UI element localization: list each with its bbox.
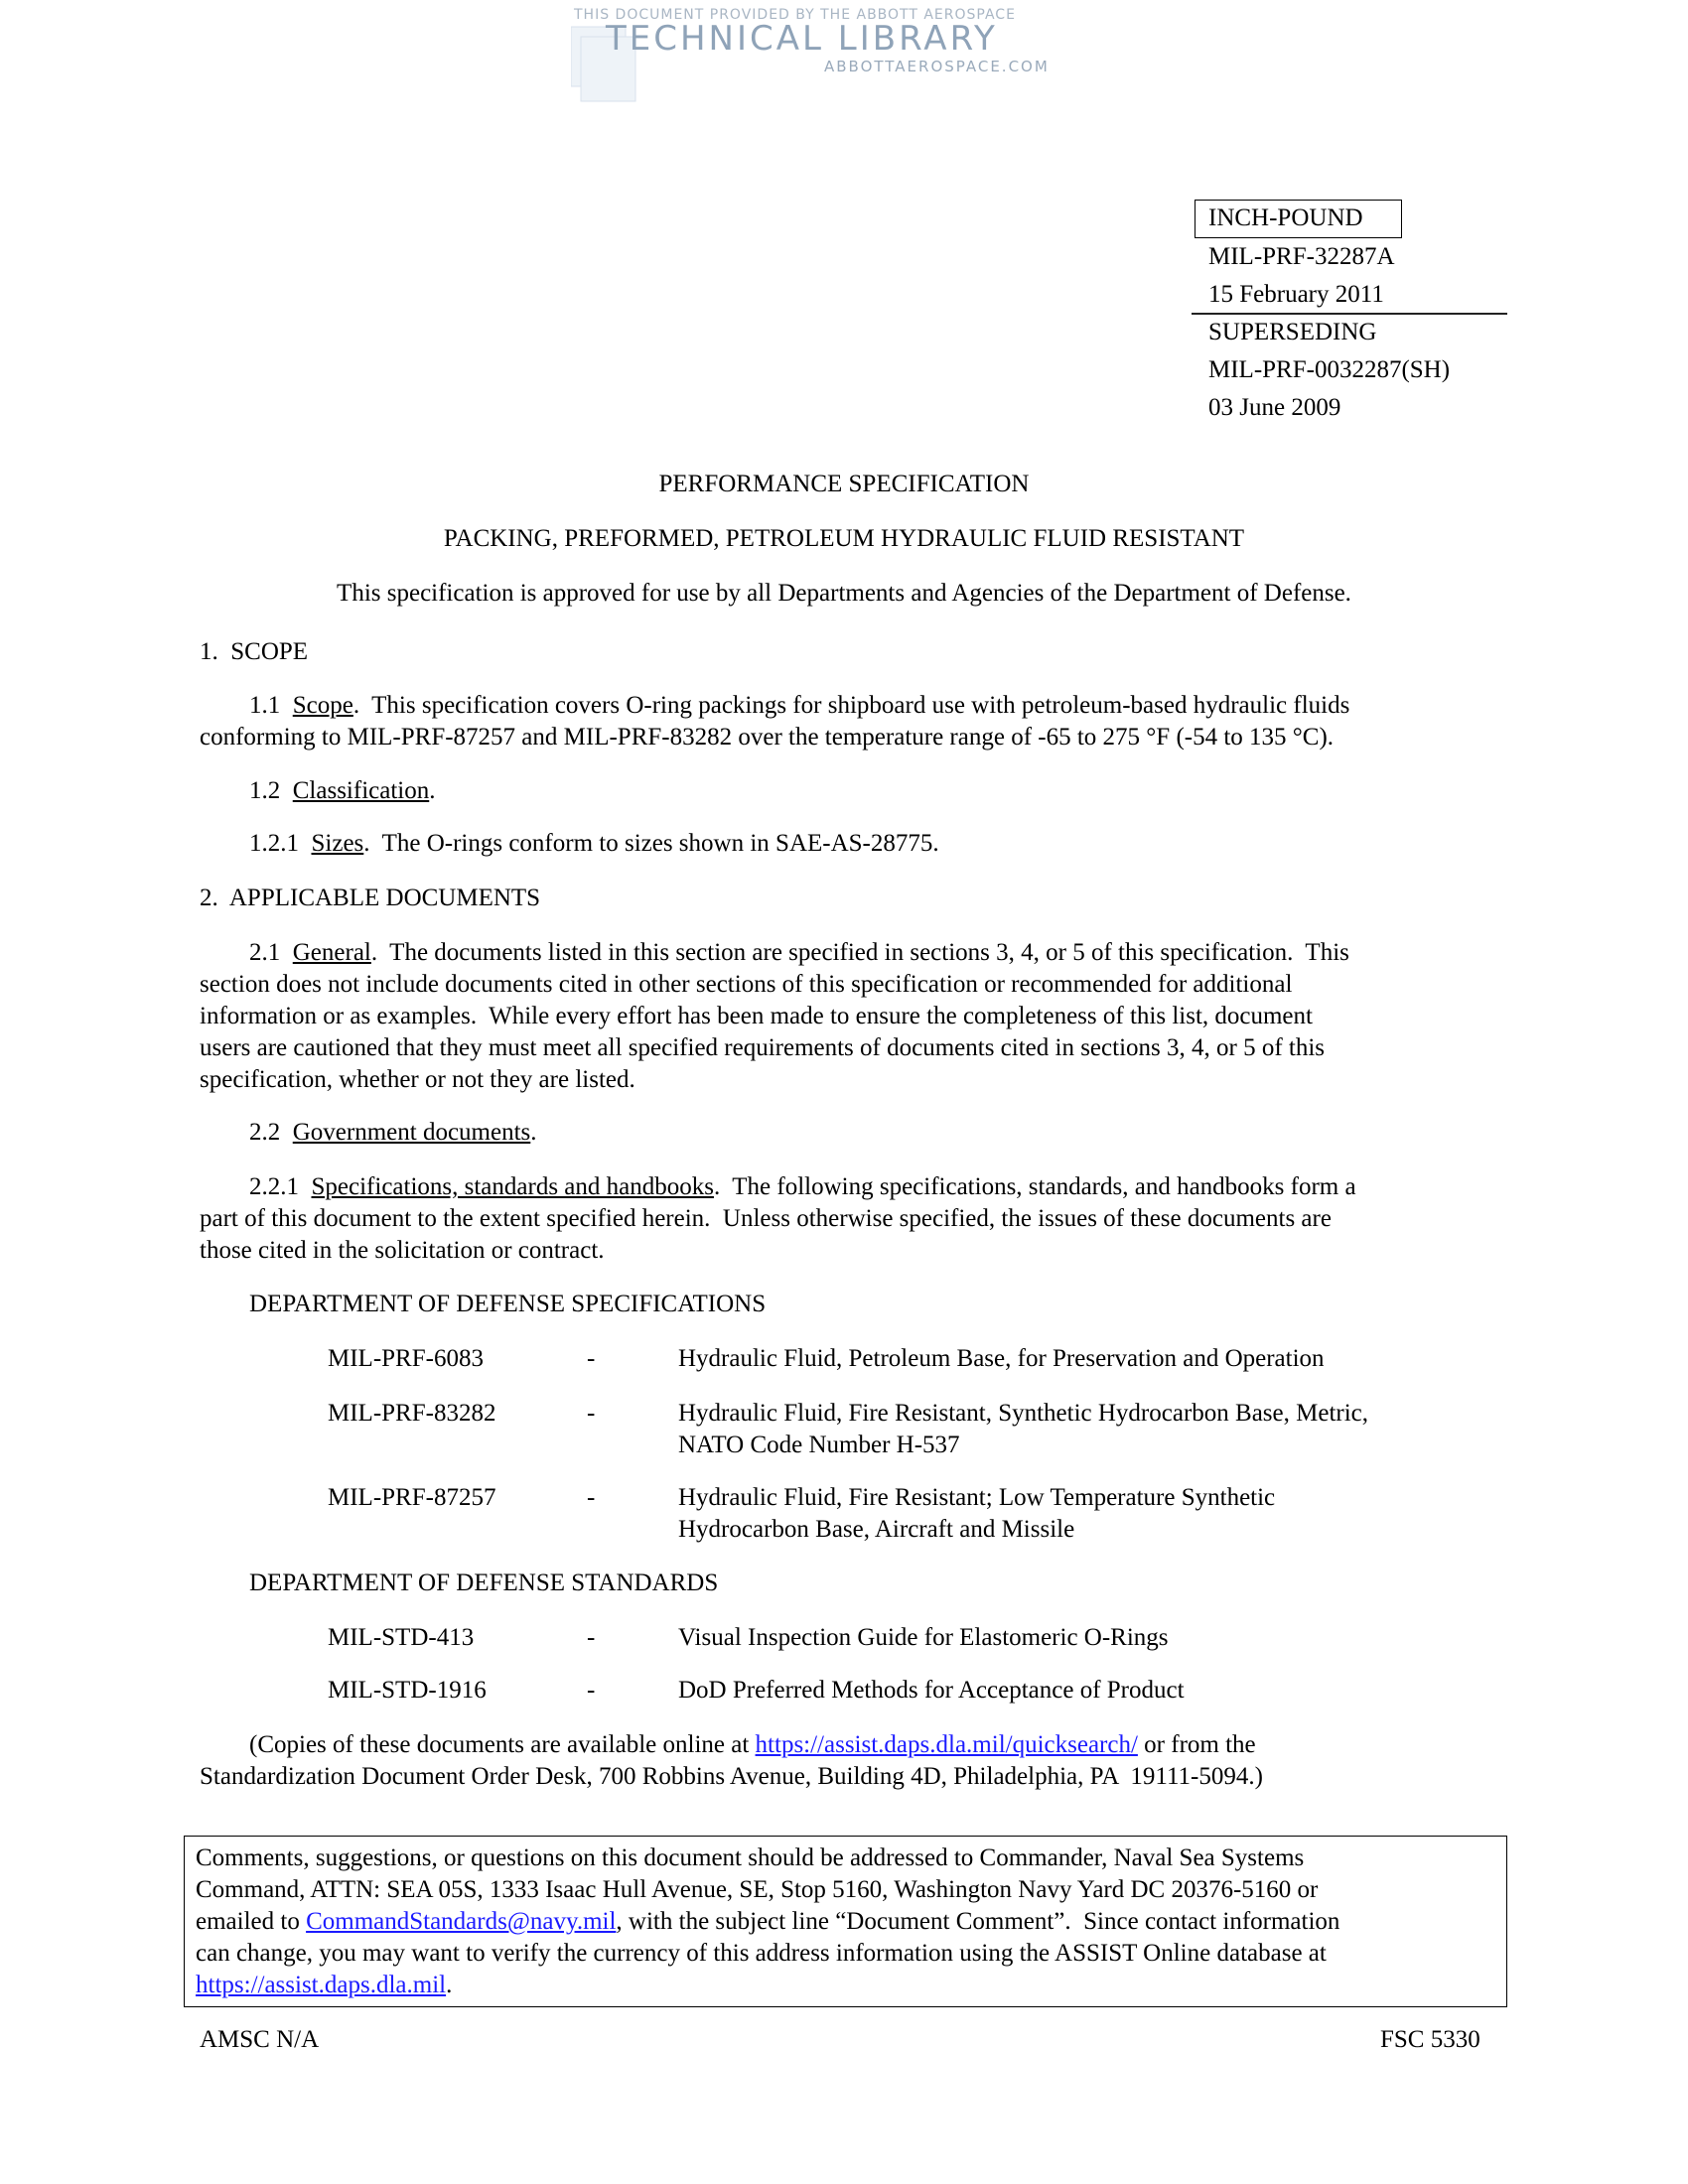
document-date: 15 February 2011 <box>1208 281 1384 308</box>
para-2-1-line: specification, whether or not they are listed. <box>200 1066 635 1093</box>
amsc-label: AMSC N/A <box>200 2026 320 2053</box>
para-1-2-1: 1.2.1 Sizes. The O-rings conform to sizes shown in SAE-AS-28775. <box>249 830 939 857</box>
doc-dash: - <box>587 1677 596 1704</box>
document-id: MIL-PRF-32287A <box>1208 243 1395 270</box>
spec-type-title: PERFORMANCE SPECIFICATION <box>658 471 1030 497</box>
doc-title: Hydraulic Fluid, Fire Resistant; Low Temperature Synthetic <box>678 1484 1276 1511</box>
assist-quicksearch-link[interactable]: https://assist.daps.dla.mil/quicksearch/ <box>755 1731 1138 1758</box>
para-2-2: 2.2 Government documents. <box>249 1119 537 1146</box>
para-1-1-line2: conforming to MIL-PRF-87257 and MIL-PRF-83282 over the temperature range of -65 to 275 °F (-54 to 135 °C). <box>200 724 1335 751</box>
copies-note-line2: Standardization Document Order Desk, 700 Robbins Avenue, Building 4D, Philadelphia, PA 19111-5094.) <box>200 1763 1263 1790</box>
para-1-2: 1.2 Classification. <box>249 777 436 804</box>
superseded-id: MIL-PRF-0032287(SH) <box>1208 356 1451 383</box>
fsc-label: FSC 5330 <box>1380 2026 1480 2053</box>
doc-title: Hydraulic Fluid, Fire Resistant, Synthetic Hydrocarbon Base, Metric, <box>678 1400 1369 1427</box>
doc-id: MIL-STD-1916 <box>328 1677 487 1704</box>
watermark-line2: TECHNICAL LIBRARY <box>606 19 998 59</box>
section-1-heading: 1. SCOPE <box>200 638 309 665</box>
doc-id: MIL-STD-413 <box>328 1624 475 1651</box>
para-2-2-1-line: those cited in the solicitation or contract. <box>200 1237 605 1264</box>
para-2-1-line: information or as examples. While every effort has been made to ensure the completeness of this list, document <box>200 1003 1313 1029</box>
watermark-line3: ABBOTTAEROSPACE.COM <box>824 58 1050 75</box>
para-2-1-line: section does not include documents cited in other sections of this specification or recommended for additional <box>200 971 1293 998</box>
superseded-date: 03 June 2009 <box>1208 394 1341 421</box>
para-2-1: 2.1 General. The documents listed in this section are specified in sections 3, 4, or 5 of this specification. This <box>249 939 1349 966</box>
inch-pound-label: INCH-POUND <box>1208 205 1363 231</box>
comments-line: Comments, suggestions, or questions on this document should be addressed to Commander, Naval Sea Systems <box>196 1844 1305 1871</box>
abbott-aerospace-watermark-logo <box>571 2 1097 106</box>
watermark-line1: THIS DOCUMENT PROVIDED BY THE ABBOTT AEROSPACE <box>574 7 1016 23</box>
doc-id: MIL-PRF-6083 <box>328 1345 484 1372</box>
dod-specs-heading: DEPARTMENT OF DEFENSE SPECIFICATIONS <box>249 1291 767 1317</box>
doc-title: NATO Code Number H-537 <box>678 1432 960 1458</box>
comments-line: can change, you may want to verify the currency of this address information using the ASSIST Online database at <box>196 1940 1327 1967</box>
para-2-2-1: 2.2.1 Specifications, standards and handbooks. The following specifications, standards, and handbooks form a <box>249 1173 1356 1200</box>
doc-title: Hydraulic Fluid, Petroleum Base, for Preservation and Operation <box>678 1345 1325 1372</box>
dod-standards-heading: DEPARTMENT OF DEFENSE STANDARDS <box>249 1570 719 1596</box>
email-link[interactable]: CommandStandards@navy.mil <box>306 1908 617 1935</box>
doc-dash: - <box>587 1624 596 1651</box>
doc-id: MIL-PRF-83282 <box>328 1400 496 1427</box>
header-divider <box>1192 313 1507 315</box>
section-2-heading: 2. APPLICABLE DOCUMENTS <box>200 885 541 911</box>
spec-name-title: PACKING, PREFORMED, PETROLEUM HYDRAULIC FLUID RESISTANT <box>443 525 1245 552</box>
superseding-label: SUPERSEDING <box>1208 319 1377 345</box>
doc-title: Hydrocarbon Base, Aircraft and Missile <box>678 1516 1075 1543</box>
assist-link[interactable]: https://assist.daps.dla.mil <box>196 1972 447 1998</box>
para-2-1-line: users are cautioned that they must meet all specified requirements of documents cited in sections 3, 4, or 5 of this <box>200 1034 1326 1061</box>
comments-line: emailed to CommandStandards@navy.mil, with the subject line “Document Comment”. Since contact information <box>196 1908 1340 1935</box>
comments-line: https://assist.daps.dla.mil. <box>196 1972 453 1998</box>
doc-title: Visual Inspection Guide for Elastomeric O-Rings <box>678 1624 1169 1651</box>
doc-dash: - <box>587 1400 596 1427</box>
approval-statement: This specification is approved for use by all Departments and Agencies of the Department of Defense. <box>337 580 1351 607</box>
doc-dash: - <box>587 1345 596 1372</box>
para-2-2-1-line: part of this document to the extent specified herein. Unless otherwise specified, the issues of these documents are <box>200 1205 1332 1232</box>
doc-title: DoD Preferred Methods for Acceptance of Product <box>678 1677 1185 1704</box>
comments-line: Command, ATTN: SEA 05S, 1333 Isaac Hull Avenue, SE, Stop 5160, Washington Navy Yard DC 20376-5160 or <box>196 1876 1319 1903</box>
para-1-1: 1.1 Scope. This specification covers O-ring packings for shipboard use with petroleum-based hydraulic fluids <box>249 692 1350 719</box>
doc-dash: - <box>587 1484 596 1511</box>
doc-id: MIL-PRF-87257 <box>328 1484 496 1511</box>
copies-note: (Copies of these documents are available online at https://assist.daps.dla.mil/quicksearch/ or from the <box>249 1731 1256 1758</box>
